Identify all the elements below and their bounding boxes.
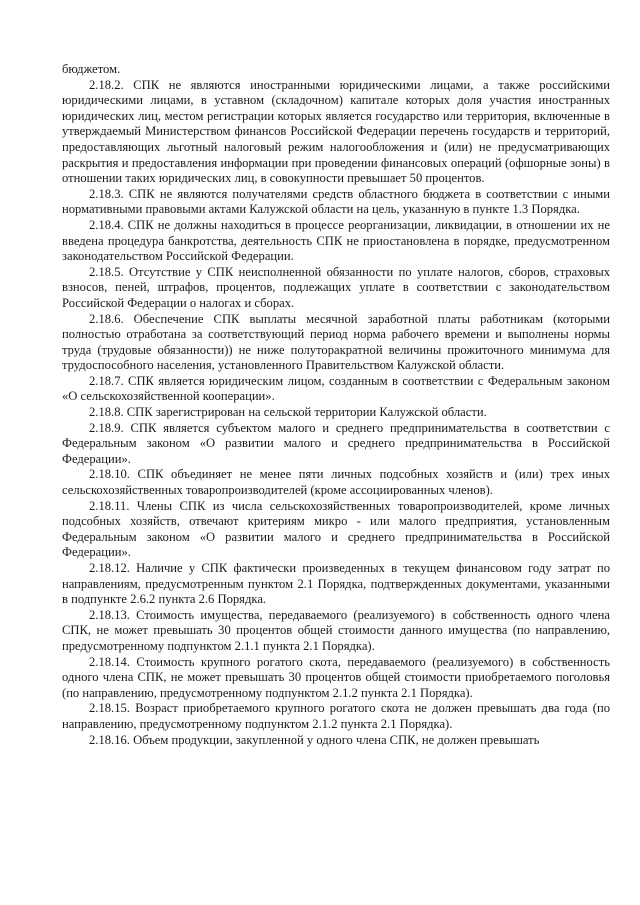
paragraph-continuation: бюджетом. — [62, 62, 121, 76]
paragraph-2-18-13: 2.18.13. Стоимость имущества, передаваемого (реализуемого) в собственность одного члена СПК, не может превышать 30 процентов общей стоимости данного имущества (по направлению, предусмотренному подпунктом 2.1.1 пункта 2.1 Порядка). — [62, 607, 610, 653]
paragraph-2-18-10: 2.18.10. СПК объединяет не менее пяти личных подсобных хозяйств и (или) трех иных сельскохозяйственных товаропроизводителей (кроме ассоциированных членов). — [62, 467, 610, 498]
paragraph-2-18-5: 2.18.5. Отсутствие у СПК неисполненной обязанности по уплате налогов, сборов, страховых взносов, пеней, штрафов, процентов, подлежащих уплате в соответствии с законодательством Российской Федерации о налогах и сборах. — [62, 264, 610, 310]
paragraph-2-18-11: 2.18.11. Члены СПК из числа сельскохозяйственных товаропроизводителей, кроме личных подсобных хозяйств, отвечают критериям микро - или малого предприятия, установленным Федеральным законом «О развитии малого и среднего предпринимательства в Российской Федерации». — [62, 498, 610, 560]
paragraph-2-18-2: 2.18.2. СПК не являются иностранными юридическими лицами, а также российскими юридическими лицами, в уставном (складочном) капитале которых доля участия иностранных юридических лиц, местом регистрации которых является государство или территория, включенные в утверждаемый Министерством финансов Российской Федерации перечень государств и территорий, предоставляющих льготный налоговый режим налогообложения и (или) не предусматривающих раскрытия и предоставления информации при проведении финансовых операций (офшорные зоны) в отношении таких юридических лиц, в совокупности превышает 50 процентов. — [62, 77, 610, 186]
paragraph-2-18-6: 2.18.6. Обеспечение СПК выплаты месячной заработной платы работникам (которыми полностью отработана за соответствующий период норма рабочего времени и выполнены нормы труда (трудовые обязанности)) не ниже полуторакратной величины прожиточного минимума для трудоспособного населения, установленного Правительством Калужской области. — [62, 311, 610, 373]
paragraph-2-18-7: 2.18.7. СПК является юридическим лицом, созданным в соответствии с Федеральным законом «О сельскохозяйственной кооперации». — [62, 373, 610, 404]
paragraph-2-18-15: 2.18.15. Возраст приобретаемого крупного рогатого скота не должен превышать два года (по направлению, предусмотренному подпунктом 2.1.2 пункта 2.1 Порядка). — [62, 701, 610, 731]
paragraph-2-18-3: 2.18.3. СПК не являются получателями средств областного бюджета в соответствии с иными нормативными правовыми актами Калужской области на цель, указанную в пункте 1.3 Порядка. — [62, 186, 610, 217]
paragraph-2-18-9: 2.18.9. СПК является субъектом малого и среднего предпринимательства в соответствии с Федеральным законом «О развитии малого и среднего предпринимательства в Российской Федерации». — [62, 420, 610, 466]
paragraph-2-18-4: 2.18.4. СПК не должны находиться в процессе реорганизации, ликвидации, в отношении их не введена процедура банкротства, деятельность СПК не приостановлена в порядке, предусмотренном законодательством Российской Федерации. — [62, 217, 610, 264]
paragraph-2-18-16: 2.18.16. Объем продукции, закупленной у одного члена СПК, не должен превышать — [89, 732, 540, 747]
paragraph-2-18-14: 2.18.14. Стоимость крупного рогатого скота, передаваемого (реализуемого) в собственность одного члена СПК, не может превышать 30 процентов общей стоимости приобретаемого поголовья (по направлению, предусмотренному подпунктом 2.1.2 пункта 2.1 Порядка). — [62, 654, 610, 700]
paragraph-2-18-12: 2.18.12. Наличие у СПК фактически произведенных в текущем финансовом году затрат по направлениям, предусмотренным пунктом 2.1 Порядка, подтвержденных документами, указанными в подпункте 2.6.2 пункта 2.6 Порядка. — [62, 561, 610, 607]
paragraph-2-18-8: 2.18.8. СПК зарегистрирован на сельской территории Калужской области. — [89, 405, 487, 420]
document-body — [62, 62, 610, 748]
